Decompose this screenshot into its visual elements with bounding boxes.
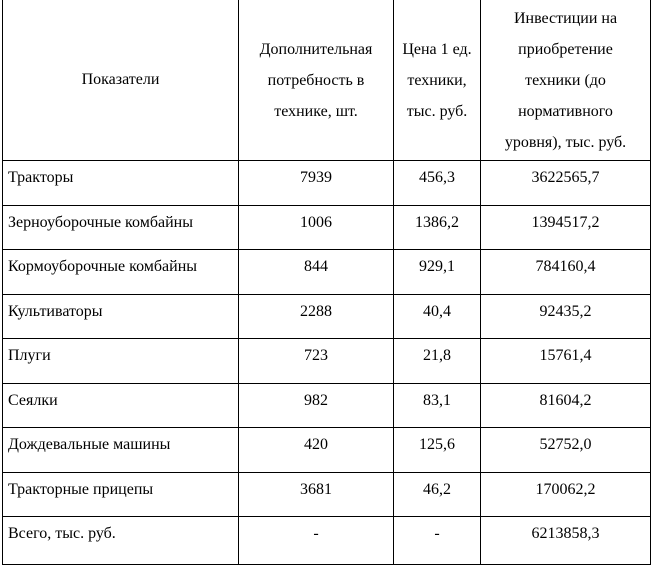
- row-investment: 15761,4: [481, 339, 651, 384]
- row-price: 40,4: [394, 294, 481, 339]
- row-name: Всего, тыс. руб.: [3, 517, 239, 565]
- row-investment: 6213858,3: [481, 517, 651, 565]
- row-investment: 1394517,2: [481, 205, 651, 250]
- row-need: 723: [239, 339, 394, 384]
- table-row: [3, 250, 651, 295]
- table-row: [3, 205, 651, 250]
- row-name: Кормоуборочные комбайны: [3, 250, 239, 295]
- row-price: 456,3: [394, 161, 481, 206]
- header-line: Дополнительная: [259, 40, 373, 58]
- header-line: потребность в: [267, 71, 365, 89]
- header-line: уровня), тыс. руб.: [504, 133, 627, 151]
- row-investment: 3622565,7: [481, 161, 651, 206]
- header-line: Инвестиции на: [513, 9, 618, 27]
- investment-table: [2, 0, 651, 565]
- row-investment: 92435,2: [481, 294, 651, 339]
- row-need: 3681: [239, 472, 394, 517]
- row-price: 46,2: [394, 472, 481, 517]
- header-unit-price: [394, 0, 481, 161]
- table-row: [3, 294, 651, 339]
- row-price: -: [394, 517, 481, 565]
- row-name: Плуги: [3, 339, 239, 384]
- header-line: тыс. руб.: [406, 102, 468, 120]
- header-indicators-label: Показатели: [81, 71, 160, 88]
- row-need: 844: [239, 250, 394, 295]
- row-price: 125,6: [394, 428, 481, 473]
- row-investment: 784160,4: [481, 250, 651, 295]
- row-investment: 52752,0: [481, 428, 651, 473]
- row-need: 420: [239, 428, 394, 473]
- row-name: Сеялки: [3, 383, 239, 428]
- row-need: 982: [239, 383, 394, 428]
- table-header-row: [3, 0, 651, 161]
- row-price: 929,1: [394, 250, 481, 295]
- row-name: Тракторы: [3, 161, 239, 206]
- table-total-row: [3, 517, 651, 565]
- row-price: 1386,2: [394, 205, 481, 250]
- row-need: 7939: [239, 161, 394, 206]
- row-name: Зерноуборочные комбайны: [3, 205, 239, 250]
- row-name: Дождевальные машины: [3, 428, 239, 473]
- header-line: техники (до: [525, 71, 606, 89]
- row-price: 21,8: [394, 339, 481, 384]
- header-line: Цена 1 ед.: [402, 40, 472, 58]
- row-need: 1006: [239, 205, 394, 250]
- header-line: приобретение: [518, 40, 613, 58]
- header-line: технике, шт.: [274, 102, 358, 120]
- table-row: [3, 428, 651, 473]
- table-row: [3, 383, 651, 428]
- row-investment: 170062,2: [481, 472, 651, 517]
- table-row: [3, 472, 651, 517]
- table-row: [3, 161, 651, 206]
- row-price: 83,1: [394, 383, 481, 428]
- row-need: 2288: [239, 294, 394, 339]
- header-indicators: [3, 0, 239, 161]
- row-need: -: [239, 517, 394, 565]
- row-investment: 81604,2: [481, 383, 651, 428]
- table-row: [3, 339, 651, 384]
- header-additional-need: [239, 0, 394, 161]
- header-line: техники,: [407, 71, 467, 89]
- row-name: Культиваторы: [3, 294, 239, 339]
- row-name: Тракторные прицепы: [3, 472, 239, 517]
- header-line: нормативного: [518, 102, 613, 120]
- header-investment: [481, 0, 651, 161]
